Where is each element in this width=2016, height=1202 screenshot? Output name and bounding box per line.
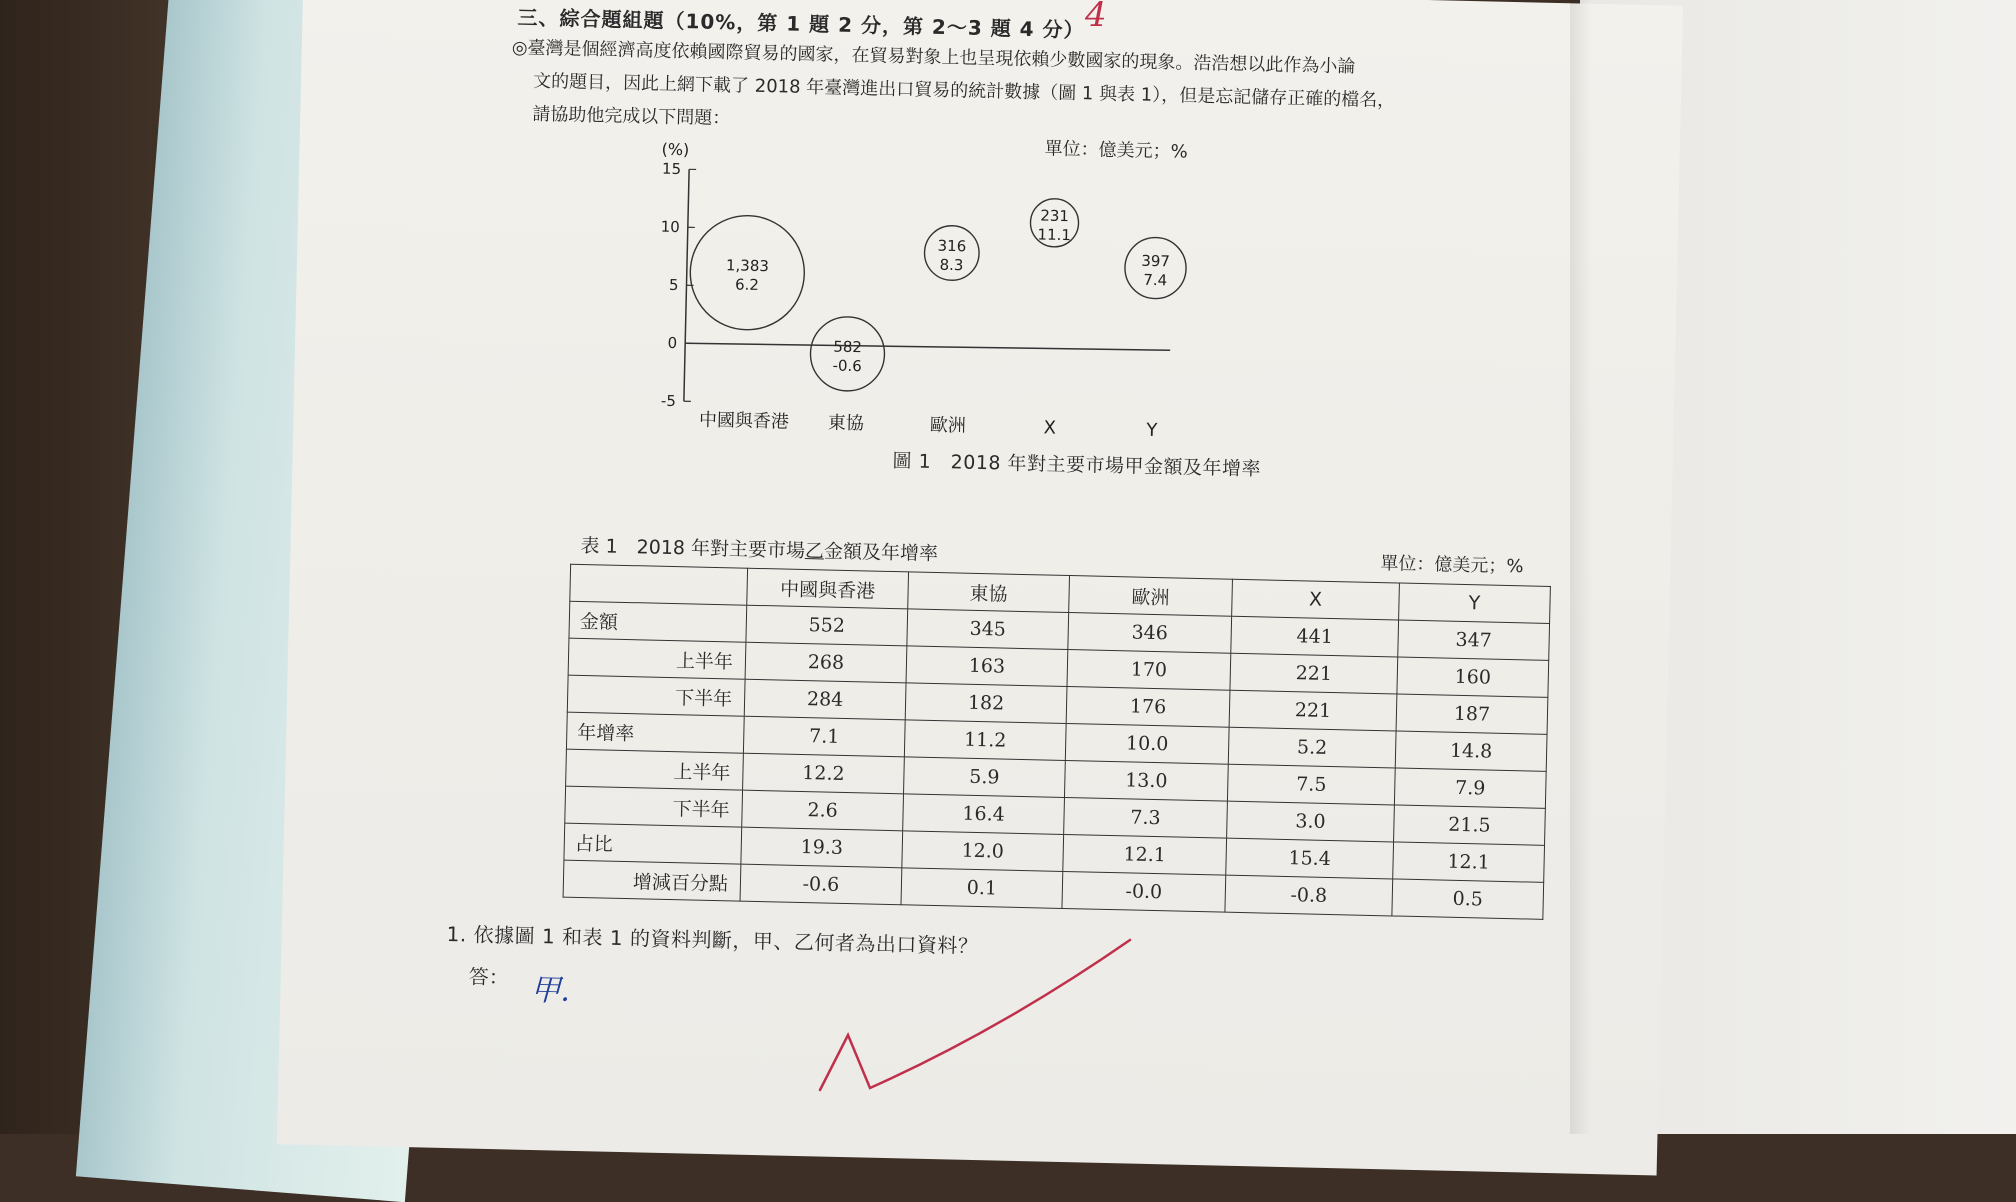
bubble-amount-label: 316: [937, 237, 966, 256]
x-category-label: 中國與香港: [699, 410, 789, 433]
table-cell: -0.8: [1225, 875, 1393, 916]
bubble-amount-label: 231: [1040, 207, 1069, 226]
bubble-growth-label: 6.2: [735, 275, 759, 294]
table-cell: 441: [1231, 616, 1399, 657]
figure-caption: 圖 1 2018 年對主要市場甲金額及年增率: [892, 446, 1261, 481]
table-cell: 14.8: [1395, 731, 1547, 771]
table-caption-mark: 乙: [805, 540, 825, 562]
row-label: 下半年: [565, 786, 743, 827]
table-cell: 345: [907, 609, 1069, 650]
intro-line: 文的題目，因此上網下載了 2018 年臺灣進出口貿易的統計數據（圖 1 與表 1），但是忘記儲存正確的檔名，: [511, 64, 1521, 120]
y-axis-label: (%): [661, 140, 689, 160]
table-cell: 12.2: [743, 753, 905, 794]
table-header-cell: Y: [1399, 583, 1551, 623]
table-cell: 12.1: [1063, 834, 1227, 875]
handwritten-answer: 甲.: [530, 965, 571, 1010]
table-cell: 10.0: [1065, 723, 1229, 764]
intro-line: 請協助他完成以下問題：: [510, 97, 1520, 153]
bubble-amount-label: 397: [1141, 252, 1170, 271]
exam-page: [277, 0, 1683, 1176]
table-unit: 單位：億美元；%: [1380, 549, 1524, 578]
y-tick-label: 0: [667, 334, 677, 352]
table-cell: 182: [905, 683, 1067, 724]
row-label: 占比: [564, 823, 742, 864]
table-cell: 7.1: [743, 716, 905, 757]
y-tick-label: 5: [669, 276, 679, 294]
x-category-label: Y: [1145, 420, 1158, 441]
table-cell: 160: [1397, 657, 1549, 697]
x-category-label: 歐洲: [930, 415, 966, 437]
table-cell: 15.4: [1226, 838, 1394, 879]
table-header-cell: 歐洲: [1069, 576, 1233, 617]
x-category-label: 東協: [828, 413, 864, 435]
bubble-growth-label: -0.6: [832, 357, 862, 376]
table-cell: 221: [1229, 690, 1397, 731]
table-cell: 268: [745, 642, 907, 683]
table-cell: 5.2: [1228, 727, 1396, 768]
table-cell: 21.5: [1394, 805, 1546, 845]
row-label: 上半年: [568, 638, 746, 679]
table-cell: 221: [1230, 653, 1398, 694]
table-caption-suffix: 金額及年增率: [824, 540, 938, 565]
table-cell: 5.9: [904, 757, 1066, 798]
section-title: 三、綜合題組題（10%，第 1 題 2 分，第 2～3 題 4 分）: [517, 1, 1085, 43]
table-caption-prefix: 表 1 2018 年對主要市場: [580, 535, 805, 562]
table-caption: [580, 531, 938, 566]
table-cell: 13.0: [1064, 760, 1228, 801]
question-text: 1. 依據圖 1 和表 1 的資料判斷，甲、乙何者為出口資料？: [446, 918, 978, 959]
table-cell: 347: [1398, 620, 1550, 660]
bubble-growth-label: 8.3: [939, 256, 963, 275]
table-cell: 7.5: [1227, 764, 1395, 805]
row-label: 增減百分點: [563, 860, 741, 901]
table-cell: -0.6: [740, 864, 902, 905]
table-cell: 187: [1396, 694, 1548, 734]
table-cell: 284: [744, 679, 906, 720]
table-header-cell: [570, 564, 748, 605]
bubble-growth-label: 11.1: [1037, 225, 1071, 244]
table-cell: 12.0: [902, 831, 1064, 872]
table-cell: 2.6: [742, 790, 904, 831]
table-cell: 346: [1068, 613, 1232, 654]
table-cell: 19.3: [741, 827, 903, 868]
bubble-chart: [623, 130, 1190, 443]
table-cell: 0.1: [901, 868, 1063, 909]
table-cell: 7.3: [1064, 797, 1228, 838]
table-cell: 552: [746, 605, 908, 646]
x-category-label: X: [1043, 417, 1056, 438]
intro-line: ◎臺灣是個經濟高度依賴國際貿易的國家，在貿易對象上也呈現依賴少數國家的現象。浩浩想以此作為小論: [511, 31, 1521, 87]
row-label: 年增率: [566, 712, 744, 753]
table-cell: 176: [1066, 687, 1230, 728]
zero-line: [685, 339, 1170, 354]
y-tick-label: 15: [662, 160, 681, 178]
answer-label: 答：: [468, 961, 509, 991]
bubble-amount-label: 1,383: [726, 256, 769, 275]
table-cell: 163: [906, 646, 1068, 687]
table-cell: 12.1: [1393, 842, 1545, 882]
table-cell: 16.4: [903, 794, 1065, 835]
y-tick-label: -5: [661, 392, 676, 410]
table-cell: 11.2: [904, 720, 1066, 761]
y-tick-label: 10: [661, 218, 680, 236]
row-label: 上半年: [566, 749, 744, 790]
table-cell: 7.9: [1394, 768, 1546, 808]
table-cell: 170: [1067, 650, 1231, 691]
score-mark: 4: [1084, 0, 1107, 35]
table-cell: -0.0: [1062, 871, 1226, 912]
bubble-growth-label: 7.4: [1143, 271, 1167, 290]
page-fold-shadow: [1570, 0, 1592, 1134]
table-cell: 3.0: [1227, 801, 1395, 842]
table-header-cell: X: [1232, 579, 1400, 620]
table-cell: 0.5: [1392, 879, 1544, 919]
row-label: 金額: [569, 601, 747, 642]
table-header-cell: 中國與香港: [747, 568, 909, 609]
figure-unit: 單位：億美元；%: [1044, 134, 1188, 163]
trade-table: [563, 564, 1551, 920]
bubble-amount-label: 582: [833, 338, 862, 357]
table-header-cell: 東協: [908, 572, 1070, 613]
row-label: 下半年: [567, 675, 745, 716]
